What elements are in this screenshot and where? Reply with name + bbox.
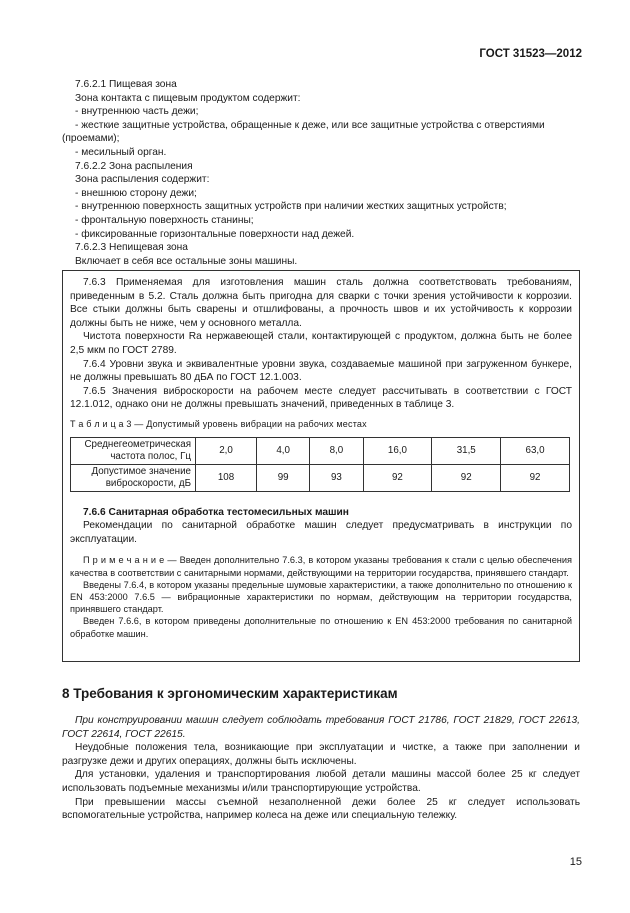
clause-7-6-4: 7.6.4 Уровни звука и эквивалентные уровни звука, создаваемые машиной при загруженном бункере, не должны превышать 80 дБА по ГОСТ 12.1.003.: [70, 358, 572, 384]
row-header-velocity: Допустимое значение виброскорости, дБ: [71, 464, 196, 491]
text-line: Зона контакта с пищевым продуктом содержит:: [75, 92, 301, 104]
list-item-continuation: (проемами);: [62, 133, 120, 145]
list-item: - фиксированные горизонтальные поверхности над дежей.: [75, 228, 355, 240]
table-cell: 92: [432, 464, 501, 491]
table-cell: 8,0: [310, 437, 363, 464]
table-cell: 92: [501, 464, 570, 491]
top-text-block: [62, 78, 580, 268]
clause-7-6-3: 7.6.3 Применяемая для изготовления машин сталь должна соответствовать требованиям, приведенным в 5.2. Сталь должна быть пригодна для сварки с точки зрения устойчивости к коррозии. Все стыки должны быть сварены и отшлифованы, а прочность швов и их устойчивость к коррозии должны быть не ниже, чем у основного металла.: [70, 277, 572, 329]
list-item: - внутреннюю поверхность защитных устройств при наличии жестких защитных устройств;: [75, 201, 507, 213]
table-cell: 93: [310, 464, 363, 491]
table-caption: Т а б л и ц а 3 — Допустимый уровень вибрации на рабочих местах: [70, 418, 367, 429]
table-cell: 16,0: [363, 437, 432, 464]
table-cell: 92: [363, 464, 432, 491]
section-body: [62, 714, 580, 823]
list-item: - внешнюю сторону дежи;: [75, 187, 197, 199]
table-cell: 63,0: [501, 437, 570, 464]
text-line: Включает в себя все остальные зоны машины.: [75, 255, 298, 267]
framed-addition-block: [62, 270, 580, 662]
clause-7-6-6-title: 7.6.6 Санитарная обработка тестомесильных машин: [83, 506, 349, 518]
clause-7-6-5: 7.6.5 Значения виброскорости на рабочем месте следует рассчитывать в соответствии с ГОСТ 12.1.012, однако они не должны превышать значений, приведенных в таблице 3.: [70, 385, 572, 411]
section-title: 8 Требования к эргономическим характеристикам: [62, 686, 398, 701]
clause-title: 7.6.2.2 Зона распыления: [75, 160, 193, 172]
list-item: - фронтальную поверхность станины;: [75, 214, 254, 226]
table-cell: 108: [196, 464, 257, 491]
text-line: Зона распыления содержит:: [75, 174, 210, 186]
note-paragraph: Введен 7.6.6, в котором приведены дополнительные по отношению к EN 453:2000 требования по санитарной обработке машин.: [70, 616, 572, 639]
body-paragraph: Для установки, удаления и транспортирования любой детали машины массой более 25 кг следует использовать подъемные механизмы и/или транспортирующие устройства.: [62, 769, 580, 794]
vibration-table: [70, 437, 570, 492]
row-header-frequency: Среднегеометрическая частота полос, Гц: [71, 437, 196, 464]
list-item: - жесткие защитные устройства, обращенные к деже, или все защитные устройства с отверстиями: [75, 119, 545, 131]
table-cell: 2,0: [196, 437, 257, 464]
list-item: - внутреннюю часть дежи;: [75, 106, 199, 118]
table-row: [71, 437, 570, 464]
table-cell: 4,0: [257, 437, 310, 464]
table-cell: 99: [257, 464, 310, 491]
page-number: 15: [569, 856, 582, 868]
body-paragraph: При превышении массы съемной незаполненной дежи более 25 кг следует использовать вспомогательные устройства, например колеса на деже или специальную тележку.: [62, 796, 580, 822]
clause-title: 7.6.2.3 Непищевая зона: [75, 242, 188, 254]
body-paragraph: Неудобные положения тела, возникающие при эксплуатации и чистке, а также при заполнении и разгрузке дежи и других операциях, должны быть исключены.: [62, 742, 580, 767]
list-item: - месильный орган.: [75, 146, 167, 158]
sanitation-text: Рекомендации по санитарной обработке машин следует предусматривать в инструкции по эксплуатации.: [70, 520, 572, 545]
table-row: [71, 464, 570, 491]
note-paragraph: П р и м е ч а н и е — Введен дополнительно 7.6.3, в котором указаны требования к стали с целью обеспечения качества в соответствии с санитарными нормами, действующими на территории государства, принявшего стандарт.: [70, 555, 572, 578]
clause-title: 7.6.2.1 Пищевая зона: [75, 79, 177, 90]
standard-header: ГОСТ 31523—2012: [479, 48, 582, 60]
surface-roughness-text: Чистота поверхности Ra нержавеющей стали, контактирующей с продуктом, должна быть не более 2,5 мкм по ГОСТ 2789.: [70, 331, 572, 356]
note-paragraph: Введены 7.6.4, в котором указаны предельные шумовые характеристики, а также дополнительно по отношению к EN 453:2000 7.6.5 — вибрационные характеристики по нормам, действующим на территории государства, принявшего стандарт.: [70, 579, 572, 615]
table-cell: 31,5: [432, 437, 501, 464]
ergonomics-standards-text: При конструировании машин следует соблюдать требования ГОСТ 21786, ГОСТ 21829, ГОСТ 22613, ГОСТ 22614, ГОСТ 22615.: [62, 715, 580, 740]
